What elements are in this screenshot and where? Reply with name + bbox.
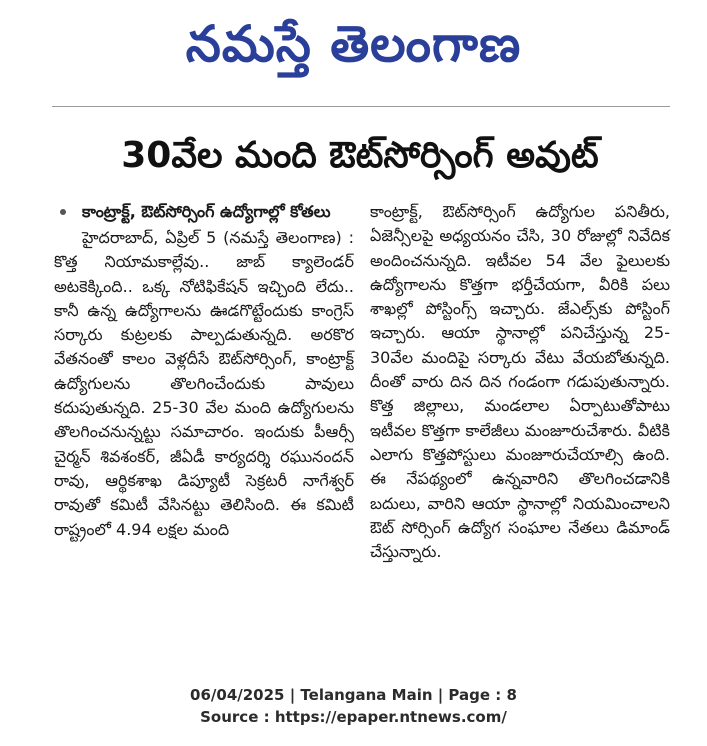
article-headline: 30వేల మంది ఔట్‌సోర్సింగ్ అవుట్ (121, 135, 599, 176)
masthead-divider (52, 106, 670, 107)
footer-source: Source : https://epaper.ntnews.com/ (200, 708, 507, 726)
footer-edition-info: 06/04/2025 | Telangana Main | Page : 8 (190, 686, 517, 704)
newspaper-masthead: నమస్తే తెలంగాణ (185, 15, 522, 73)
article-subheading (54, 200, 354, 224)
bullet-icon (60, 209, 66, 215)
article-subheading-text: కాంట్రాక్ట్, ఔట్‌సోర్సింగ్ ఉద్యోగాల్లో కోతలు (82, 202, 331, 221)
article-column-left (54, 200, 354, 542)
article-body-right: కాంట్రాక్ట్, ఔట్‌సోర్సింగ్ ఉద్యోగుల పనితీరు, ఏజెన్సీలపై అధ్యయనం చేసి, 30 రోజుల్లో నివేదిక అందించనున్నది. ఇటీవల 54 వేల ఫైలులకు ఉద్యోగాలను కొత్తగా భర్తీచేయగా, వీరికి పలు శాఖల్లో పోస్టింగ్స్ ఇచ్చారు. జేఎల్స్‌కు పోస్టింగ్ ఇచ్చారు. ఆయా స్థానాల్లో పనిచేస్తున్న 25-30వేల మందిపై సర్కారు వేటు వేయబోతున్నది. దీంతో వారు దిన దిన గండంగా గడుపుతున్నారు. కొత్త జిల్లాలు, మండలాల ఏర్పాటుతోపాటు ఇటీవల కొత్తగా కాలేజీలు మంజూరుచేశారు. వీటికి ఎలాగు కొత్తపోస్టులు మంజూరుచేయాల్సి ఉంది. ఈ నేపథ్యంలో ఉన్నవారిని తొలగించడానికి బదులు, వారిని ఆయా స్థానాల్లో నియమించాలని ఔట్ సోర్సింగ్ ఉద్యోగ సంఘాల నేతలు డిమాండ్ చేస్తున్నారు. (370, 202, 670, 562)
article-body-left: హైదరాబాద్, ఏప్రిల్ 5 (నమస్తే తెలంగాణ) : కొత్త నియామకాల్లేవు.. జాబ్ క్యాలెండర్ అటకెక్కింది.. ఒక్క నోటిఫికేషన్ ఇచ్చింది లేదు.. కానీ ఉన్న ఉద్యోగాలను ఊడగొట్టేందుకు కాంగ్రెస్ సర్కారు కుట్రలకు పాల్పడుతున్నది. అరకొర వేతనంతో కాలం వెళ్లదీసే ఔట్‌సోర్సింగ్, కాంట్రాక్ట్ ఉద్యోగులను తొలగించేందుకు పావులు కదుపుతున్నది. 25-30 వేల మంది ఉద్యోగులను తొలగించనున్నట్టు సమాచారం. ఇందుకు పీఆర్సీ చైర్మన్ శివశంకర్, జీఏడీ కార్యదర్శి రఘునందన్ రావు, ఆర్థికశాఖ డిప్యూటీ సెక్రటరీ నాగేశ్వర్ రావుతో కమిటీ వేసినట్టు తెలిసింది. ఈ కమిటీ రాష్ట్రంలో 4.94 లక్షల మంది (54, 228, 354, 539)
article-column-right (370, 200, 670, 564)
